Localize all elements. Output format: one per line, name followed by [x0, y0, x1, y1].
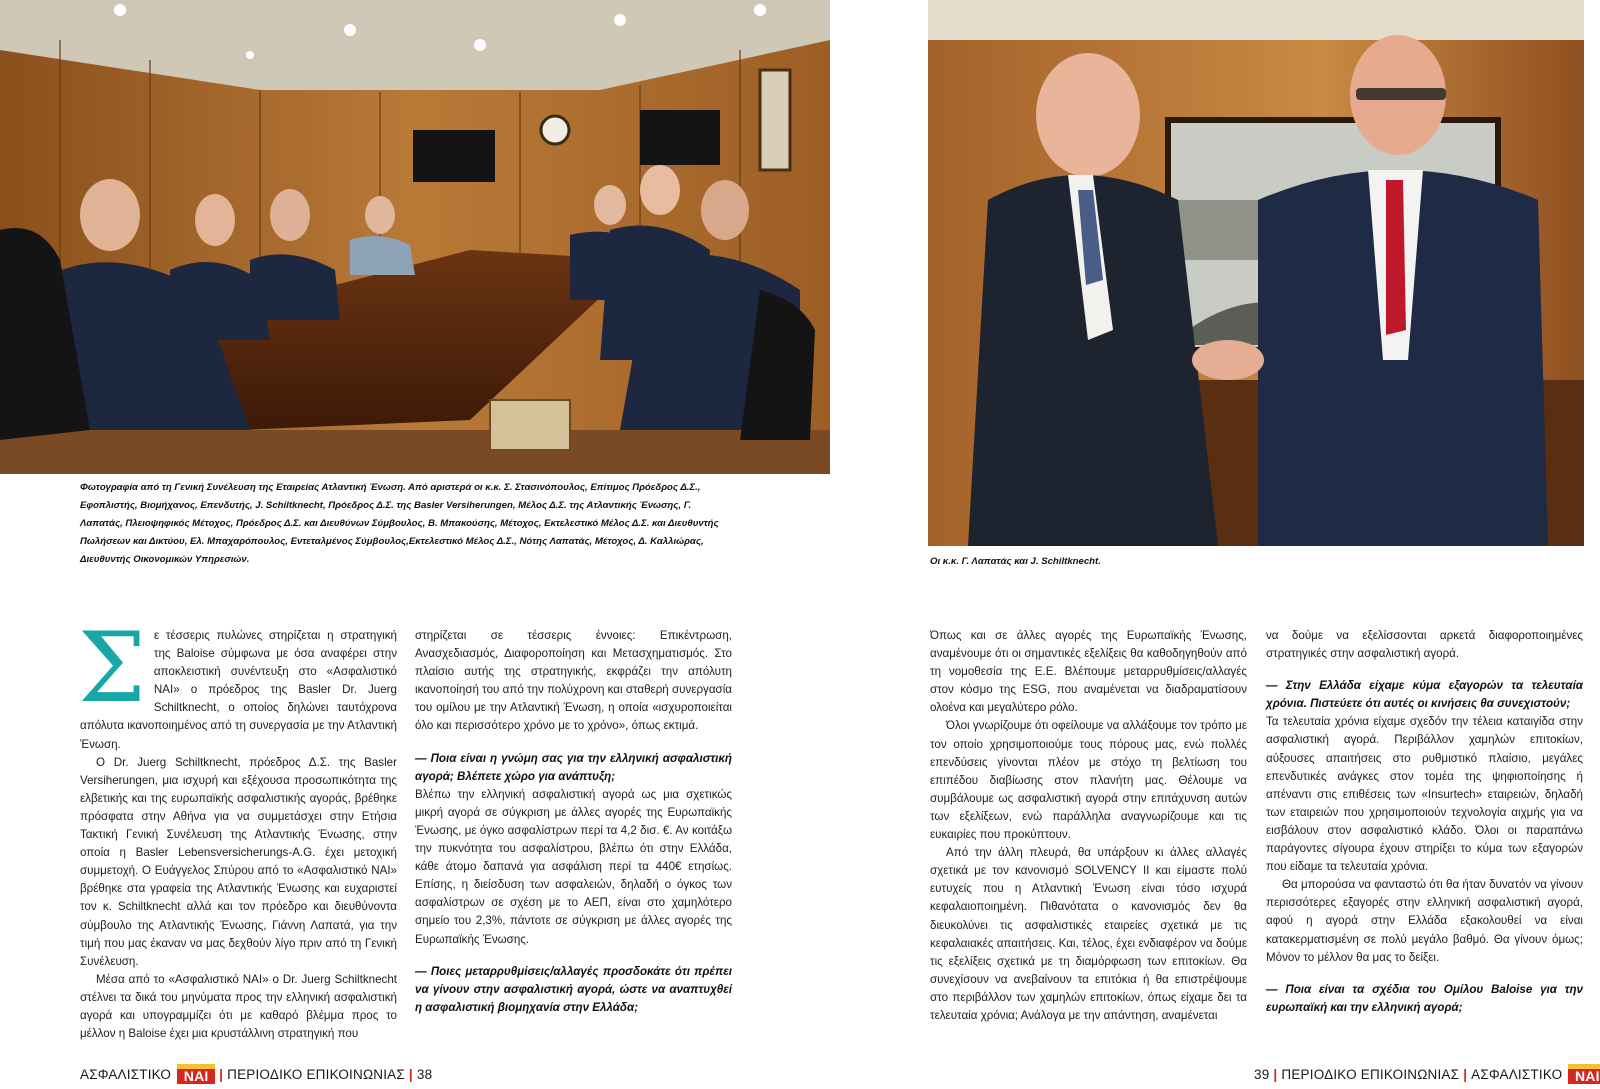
col3-paragraph-2: Όλοι γνωρίζουμε ότι οφείλουμε να αλλάξουμε τον τρόπο με τον οποίο χρησιμοποιούμε τους πόρους μας, ενώ πολλές επενδύσεις γίνονται πλέον με στόχο τη βελτίωση του επιπέδου διαβίωσης στον πλανήτη μας. Θέλουμε να συμβάλουμε ως ασφαλιστική αγορά στην επιτάχυνση αυτών των εξελίξεων, ενώ παράλληλα αναγνωρίζουμε και τις ευκαιρίες που προκύπτουν.: [930, 719, 1247, 842]
col3-paragraph-1: Όπως και σε άλλες αγορές της Ευρωπαϊκής Ένωσης, αναμένουμε ότι οι σημαντικές εξελίξεις θα καθοδηγηθούν από τη νομοθεσία της Ε.Ε. Βλέπουμε μεταρρυθμίσεις/αλλαγές στον κόσμο της ESG, που αναμένεται να διαδραματίσουν ολοένα και μεγαλύτερο ρόλο.: [930, 629, 1247, 715]
photo-caption-left: Φωτογραφία από τη Γενική Συνέλευση της Εταιρείας Ατλαντική Ένωση. Από αριστερά οι κ.κ. Σ. Στασινόπουλος, Επίτιμος Πρόεδρος Δ.Σ., Εφοπλιστής, Βιομήχανος, Επενδυτής, J. Schiltknecht, Πρόεδρος Δ.Σ. της Basler Versiherungen, Μέλος Δ.Σ. της Ατλαντικής Ένωσης, Γ. Λαπατάς, Πλειοψηφικός Μέτοχος, Πρόεδρος Δ.Σ. και Διευθύνων Σύμβουλος, Β. Μπακούσης, Μέτοχος, Εκτελεστικό Μέλος Δ.Σ. και Διευθυντής Πωλήσεων και Δικτύου, Ελ. Μπαχαρόπουλος, Εντεταλμένος Σύμβουλος,Εκτελεστικό Μέλος Δ.Σ., Νότης Λαπατάς, Μέτοχος, Δ. Καλλιώρας, Διευθυντής Οικονομικών Υπηρεσιών.: [80, 482, 719, 565]
footer-right: 39 | ΠΕΡΙΟΔΙΚΟ ΕΠΙΚΟΙΝΩΝΙΑΣ | ΑΣΦΑΛΙΣΤΙΚΟ ΝΑΙ: [1254, 1064, 1600, 1084]
meeting-photo: [0, 0, 830, 474]
article-column-3: [930, 627, 1247, 1025]
col4-question-2: — Ποια είναι τα σχέδια του Ομίλου Baloise για την ευρωπαϊκή και την ελληνική αγορά;: [1266, 982, 1583, 1014]
col2-paragraph-1: στηρίζεται σε τέσσερις έννοιες: Επικέντρωση, Ανασχεδιασμός, Διαφοροποίηση και Μετασχηματισμός. Στο πλαίσιο αυτής της στρατηγικής, εκφράζει την απόλυτη ικανοποίησή του από την πολύχρονη και σταθερή συνεργασία του ομίλου με την Ατλαντική Ένωση, η οποία «ισχυροποιείται όλο και περισσότερο χρόνο με το χρόνο», όπως εκτιμά.: [415, 629, 732, 733]
nai-logo-right: ΝΑΙ: [1568, 1064, 1600, 1084]
footer-section-right: ΠΕΡΙΟΔΙΚΟ ΕΠΙΚΟΙΝΩΝΙΑΣ: [1281, 1066, 1460, 1082]
page-number-left: 38: [416, 1066, 433, 1082]
article-column-4: [1266, 627, 1583, 1017]
col2-question-2: — Ποιες μεταρρυθμίσεις/αλλαγές προσδοκάτε ότι πρέπει να γίνουν στην ασφαλιστική αγορά, ώστε να αναπτυχθεί η ασφαλιστική βιομηχανία στην Ελλάδα;: [415, 964, 732, 1014]
photo-caption-right: Οι κ.κ. Γ. Λαπατάς και J. Schiltknecht.: [930, 556, 1101, 567]
article-column-2: [415, 627, 732, 1017]
footer-magazine-name-right: ΑΣΦΑΛΙΣΤΙΚΟ: [1471, 1066, 1563, 1082]
nai-logo: ΝΑΙ: [177, 1064, 215, 1084]
col3-paragraph-3: Από την άλλη πλευρά, θα υπάρξουν κι άλλες αλλαγές σχετικά με τον κανονισμό SOLVENCY II και είμαστε πολύ ευτυχείς που η Ατλαντική Ένωση είναι τόσο ισχυρά κεφαλαιοποιημένη. Πιθανότατα ο κανονισμός δεν θα διευκολύνει τις ασφαλιστικές εταιρείες σχετικά με τις κεφαλαιακές απαιτήσεις. Και, τέλος, έχει ενδιαφέρον να δούμε τις εξελίξεις σχετικά με τη διαμόρφωση των επιτοκίων. Θα συνεχίσουν να ανεβαίνουν τα επιτόκια ή θα επιστρέψουμε στο περιβάλλον των χαμηλών επιτοκίων, όπως είχαμε δει τα τελευταία χρόνια; Ανάλογα με την απάντηση, αναμένεται: [930, 846, 1247, 1022]
col4-paragraph-3: Θα μπορούσα να φανταστώ ότι θα ήταν δυνατόν να γίνουν περισσότερες εξαγορές στην ελληνική ασφαλιστική αγορά, αφού η αγορά στην Ελλάδα εξακολουθεί να είναι κατακερματισμένη σε πολύ μεγάλο βαθμό. Θα γίνουν όμως; Μόνον το μέλλον θα μας το δείξει.: [1266, 878, 1583, 964]
page-number-right: 39: [1254, 1066, 1270, 1082]
col1-paragraph-1: ε τέσσερις πυλώνες στηρίζεται η στρατηγική της Baloise σύμφωνα με όσα αναφέρει στην αποκλειστική συνέντευξη στο «Ασφαλιστικό ΝΑΙ» ο πρόεδρος της Basler Dr. Juerg Schiltknecht, ο οποίος δηλώνει ταυτόχρονα απόλυτα ικανοποιημένος από τη συνεργασία με την Ατλαντική Ένωση.: [80, 629, 397, 751]
col2-question-1: — Ποια είναι η γνώμη σας για την ελληνική ασφαλιστική αγορά; Βλέπετε χώρο για ανάπτυξη;: [415, 751, 732, 783]
col2-paragraph-2: Βλέπω την ελληνική ασφαλιστική αγορά ως μια σχετικώς μικρή αγορά σε σύγκριση με άλλες αγορές της Ευρωπαϊκής Ένωσης, με όγκο ασφαλίστρων περί τα 4,2 δισ. €. Αν κοιτάξω την πυκνότητα του ασφαλίστρου, βλέπω ότι στην Ελλάδα, κάθε άτομο δαπανά για ασφάλιση περί τα 440€ ετησίως. Επίσης, η διείσδυση των ασφαλειών, δηλαδή ο όγκος των ασφαλίστρων σε σχέση με το ΑΕΠ, είναι στο χαμηλότερο σημείο του 2,3%, πάντοτε σε σύγκριση με άλλες αγορές της Ευρωπαϊκής Ένωσης.: [415, 787, 732, 946]
article-column-1: [78, 612, 397, 1043]
footer-magazine-name: ΑΣΦΑΛΙΣΤΙΚΟ: [80, 1066, 172, 1082]
col1-paragraph-3: Μέσα από το «Ασφαλιστικό ΝΑΙ» ο Dr. Juerg Schiltknecht στέλνει τα δικά του μηνύματα προς την ελληνική ασφαλιστική αγορά και υπογραμμίζει ότι με καθαρό βλέμμα προς το μέλλον η Baloise έχει μια κρυστάλλινη στρατηγική που: [80, 972, 397, 1041]
footer-left: ΑΣΦΑΛΙΣΤΙΚΟ ΝΑΙ | ΠΕΡΙΟΔΙΚΟ ΕΠΙΚΟΙΝΩΝΙΑΣ | 38: [80, 1064, 432, 1084]
col1-paragraph-2: Ο Dr. Juerg Schiltknecht, πρόεδρος Δ.Σ. της Basler Versiherungen, μια ισχυρή και εξέχουσα προσωπικότητα της ελβετικής και της ευρωπαϊκής ασφαλιστικής αγοράς, βρέθηκε πρόσφατα στην Αθήνα για να συμμετάσχει στην Ετήσια Τακτική Γενική Συνέλευση της Ατλαντικής Ένωσης, στην οποία η Basler Lebensversicherungs-A.G. έχει μετοχική συμμετοχή. Ο Ευάγγελος Σπύρου από το «Ασφαλιστικό ΝΑΙ» βρέθηκε στα γραφεία της Ατλαντικής Ένωσης και ευχαριστεί τον κ. Schiltknecht αλλά και τον πρόεδρο και διευθύνοντα σύμβουλο της Ατλαντικής Ένωσης, Γιάννη Λαπατά, για την τιμή που μας έκαναν να μας δεχθούν λίγο πριν από τη Γενική Συνέλευση.: [80, 755, 397, 968]
dropcap-letter: Σ: [78, 612, 146, 724]
handshake-photo: [928, 0, 1584, 546]
col4-paragraph-2: Τα τελευταία χρόνια είχαμε σχεδόν την τέλεια καταιγίδα στην ασφαλιστική αγορά. Περιβάλλον χαμηλών επιτοκίων, αύξουσες απαιτήσεις στο ρυθμιστικό πλαίσιο, μεγάλες επενδυτικές ανάγκες στον τομέα της ψηφιοποίησης ή απέναντι στις επιθέσεις των «Insurtech» εταιρειών, δηλαδή των εταιρειών που χρησιμοποιούν τεχνολογία αιχμής για να εισβάλουν στον ασφαλιστικό κλάδο. Όλοι οι παραπάνω παράγοντες σίγουρα έχουν στηρίξει το κύμα των εξαγορών που είδαμε τα τελευταία χρόνια.: [1266, 715, 1583, 874]
footer-section: ΠΕΡΙΟΔΙΚΟ ΕΠΙΚΟΙΝΩΝΙΑΣ: [227, 1066, 405, 1082]
col4-paragraph-1: να δούμε να εξελίσσονται αρκετά διαφοροποιημένες στρατηγικές στην ασφαλιστική αγορά.: [1266, 629, 1583, 661]
col4-question-1: — Στην Ελλάδα είχαμε κύμα εξαγορών τα τελευταία χρόνια. Πιστεύετε ότι αυτές οι κινήσεις θα συνεχιστούν;: [1266, 679, 1583, 711]
